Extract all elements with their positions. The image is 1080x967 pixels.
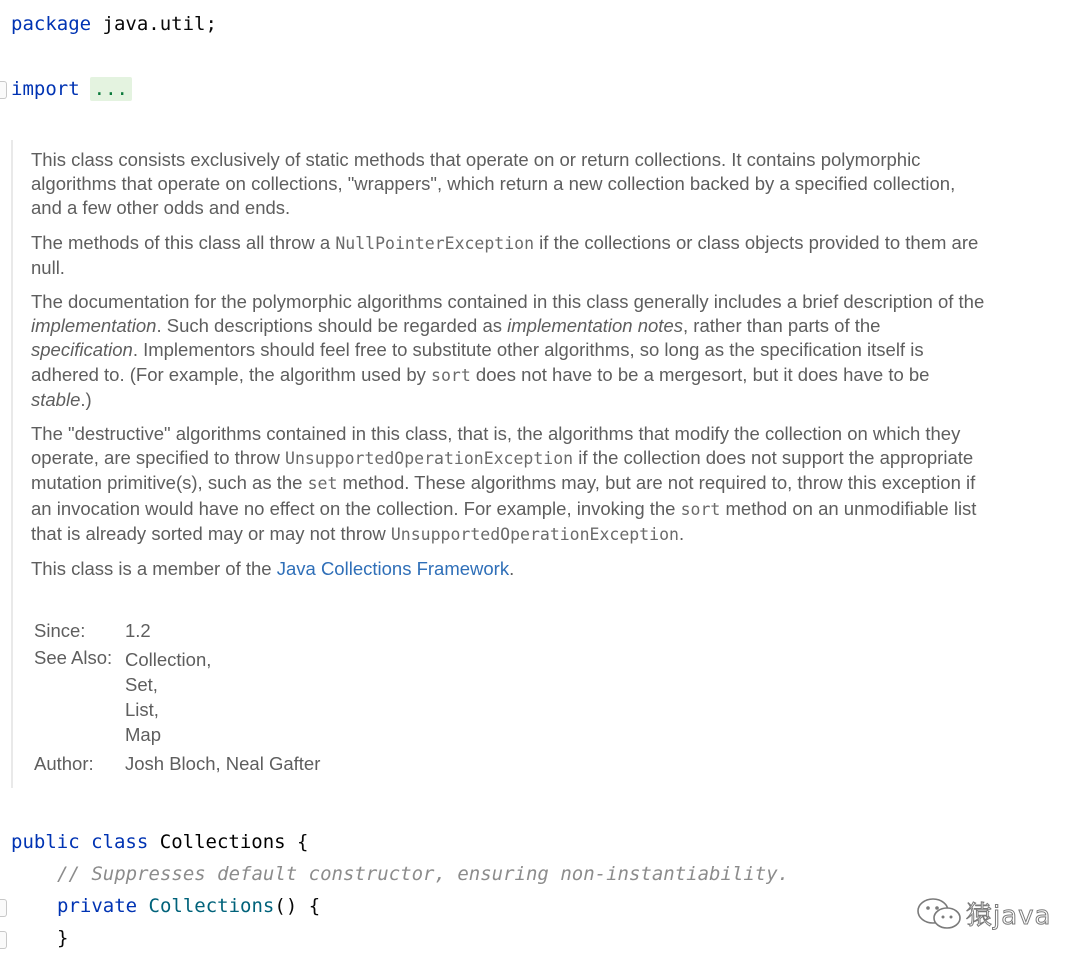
watermark [916, 895, 1051, 932]
see-also-link-set[interactable]: Set, [125, 674, 158, 695]
javadoc-tags [34, 620, 320, 775]
import-line [11, 77, 132, 101]
javadoc-rail [11, 140, 13, 788]
collections-framework-link[interactable]: Java Collections Framework [276, 558, 510, 580]
wechat-icon [916, 896, 962, 932]
package-keyword: package [11, 13, 92, 35]
fold-marker-icon[interactable] [0, 899, 7, 917]
javadoc-paragraph-2: The methods of this class all throw a NullPointerException if the collections or class objects provided to them are null. [31, 231, 979, 278]
javadoc-paragraph-3: The documentation for the polymorphic algorithms contained in this class generally includes a brief description of the implementation. Such descriptions should be regarded as implementation notes, rather than parts of the specification. Implementors should feel free to substitute other algorithms, so long as the specification itself is adhered to. (For example, the algorithm used by sort does not have to be a mergesort, but it does have to be stable.) [31, 291, 985, 410]
since-label: Since: [34, 620, 86, 641]
constructor-line: private Collections() { [57, 895, 321, 917]
javadoc-rendered [31, 148, 991, 591]
since-value: 1.2 [125, 620, 151, 641]
constructor-name: Collections [148, 895, 275, 917]
import-keyword: import [11, 78, 80, 100]
closing-brace-line: } [57, 927, 69, 949]
package-name: java.util; [102, 13, 217, 35]
see-also-link-collection[interactable]: Collection, [125, 649, 212, 670]
package-line [11, 12, 217, 36]
see-also-list [125, 647, 211, 747]
javadoc-paragraph-4: The "destructive" algorithms contained in this class, that is, the algorithms that modify the collection on which they operate, are specified to throw UnsupportedOperationException if the collection does not support the appropriate mutation primitive(s), such as the set method. These algorithms may, but are not required to, throw this exception if an invocation would have no effect on the collection. For example, invoking the sort method on an unmodifiable list that is already sorted may or may not throw UnsupportedOperationException. [31, 423, 977, 544]
author-value: Josh Bloch, Neal Gafter [125, 753, 321, 774]
comment-line: // Suppresses default constructor, ensuring non-instantiability. [57, 863, 790, 885]
javadoc-paragraph-1: This class consists exclusively of static methods that operate on or return collections. It contains polymorphic algorithms that operate on collections, "wrappers", which return a new collection backed by a specified collection, and a few other odds and ends. [31, 149, 956, 219]
see-also-link-map[interactable]: Map [125, 724, 161, 745]
see-also-label: See Also: [34, 647, 113, 668]
fold-marker-icon[interactable] [0, 81, 7, 99]
watermark-text: 猿java [966, 901, 1052, 931]
class-name: Collections [159, 831, 286, 853]
javadoc-paragraph-5: This class is a member of the Java Collections Framework. [31, 558, 515, 580]
author-label: Author: [34, 753, 94, 774]
class-declaration-line: public class Collections { [11, 831, 309, 853]
import-fold-placeholder[interactable]: ... [90, 77, 132, 101]
fold-marker-icon[interactable] [0, 931, 7, 949]
see-also-link-list[interactable]: List, [125, 699, 159, 720]
